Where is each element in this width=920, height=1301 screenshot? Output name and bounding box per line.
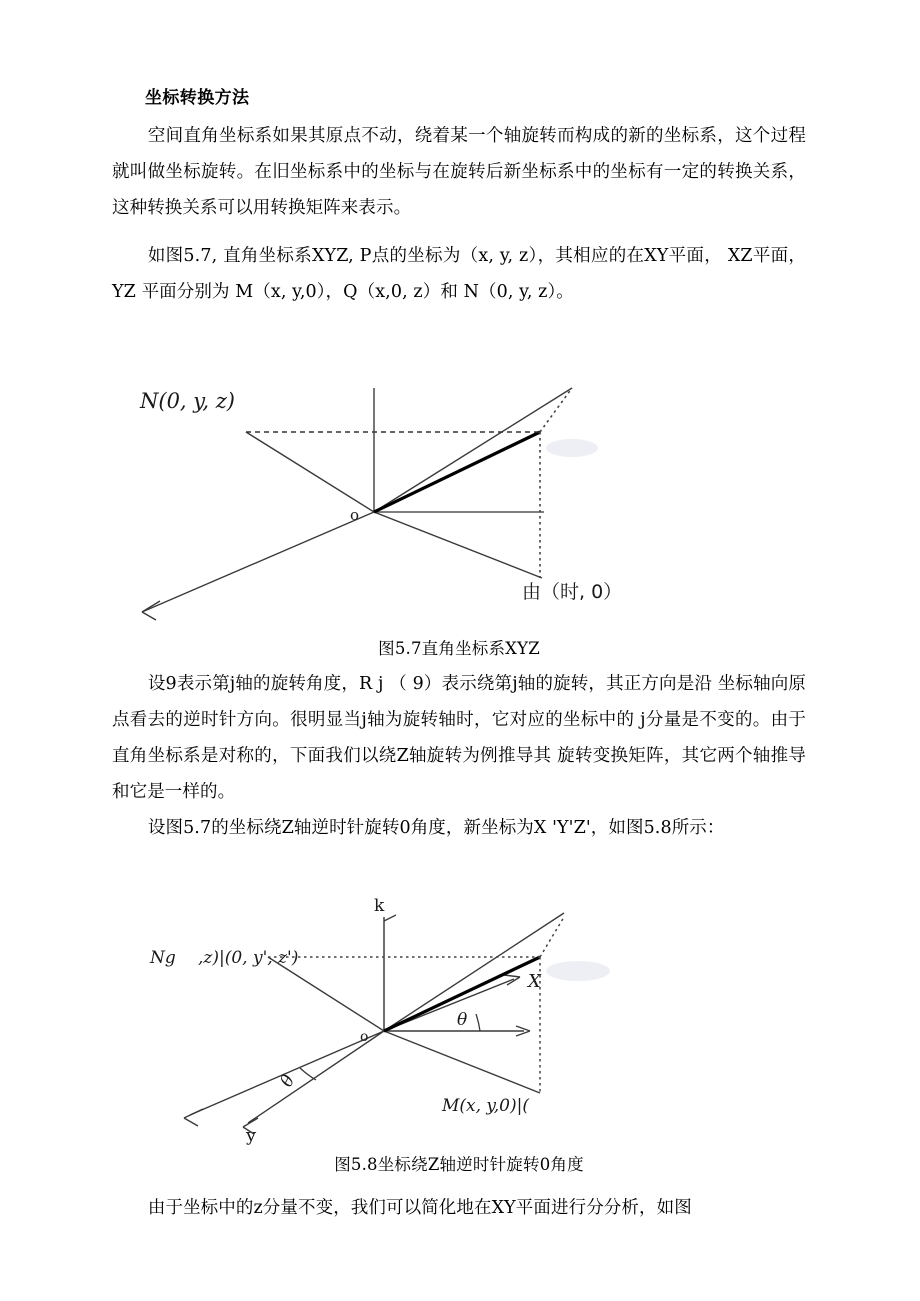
figure-5-8-diagram [112, 875, 806, 1150]
scan-smudge [546, 961, 610, 981]
paragraph-4: 设图5.7的坐标绕Z轴逆时针旋转0角度，新坐标为X 'Y'Z'，如图5.8所示： [147, 818, 725, 838]
paragraph-3: 设9表示第j轴的旋转角度，R j （ 9）表示绕第j轴的旋转，其正方向是沿 坐标轴向原点看去的逆时针方向。很明显当j轴为旋转轴时，它对应的坐标中的 j分量是不变的。由于直角坐标系是对称的，下面我们以绕Z轴旋转为例推导其 旋转变换矩阵，其它两个轴推导和它是一样的。 [112, 674, 806, 802]
paragraph-5: 由于坐标中的z分量不变，我们可以简化地在XY平面进行分分析，如图 [147, 1198, 692, 1218]
theta-arc-lower [300, 1068, 316, 1080]
op-vector [374, 432, 540, 512]
paragraph-5-block [112, 1190, 806, 1226]
page-title: 坐标转换方法 [145, 88, 250, 108]
om-segment [374, 512, 542, 578]
label-origin: o [360, 1029, 369, 1045]
y-axis [142, 512, 374, 612]
y-axis-arrowhead [142, 601, 160, 620]
label-m-point: M(x, y,0)|( [442, 1096, 529, 1116]
k-axis-tick [384, 915, 396, 921]
paragraph-1-block [112, 118, 806, 226]
figure-5-7-diagram [112, 370, 806, 632]
scan-smudge [546, 439, 598, 457]
label-m-point: 由（时, 0） [522, 581, 623, 603]
label-k-axis: k [374, 896, 385, 916]
paragraph-3-block [112, 666, 806, 810]
om-segment [384, 1031, 540, 1093]
y-axis-old-arrowhead [184, 1109, 203, 1126]
paragraph-2-block [112, 238, 806, 310]
on-segment [246, 432, 374, 512]
label-theta-lower: θ [276, 1071, 300, 1091]
on-segment [268, 957, 384, 1031]
p-to-q-dotted [540, 388, 572, 432]
paragraph-4-block [112, 810, 806, 846]
figure-5-7-caption: 图5.7直角坐标系XYZ [378, 639, 540, 658]
y-axis-old [190, 1031, 384, 1115]
theta-arc-upper [476, 1014, 480, 1031]
label-y-axis: y [246, 1125, 257, 1146]
paragraph-1: 空间直角坐标系如果其原点不动，绕着某一个轴旋转而构成的新的坐标系，这个过程就叫做坐标旋转。在旧坐标系中的坐标与在旋转后新坐标系中的坐标有一定的转换关系，这种转换关系可以用转换矩阵来表示。 [112, 126, 806, 218]
paragraph-2: 如图5.7, 直角坐标系XYZ, P点的坐标为（x, y, z），其相应的在XY平面， XZ平面，YZ 平面分别为 M（x, y,0），Q（x,0, z）和 N（0, y, z）。 [112, 246, 806, 302]
figure-5-8 [112, 875, 806, 1178]
label-theta-upper: θ [457, 1010, 468, 1030]
p-to-q-dotted [540, 917, 564, 957]
oq-segment [374, 388, 572, 512]
label-ng: Ng [150, 948, 176, 968]
figure-5-8-caption: 图5.8坐标绕Z轴逆时针旋转0角度 [334, 1155, 584, 1174]
figure-5-7 [112, 370, 806, 662]
label-n-point: N(0, y, z) [140, 389, 235, 413]
label-x-prime: X [528, 971, 541, 992]
label-origin: o [350, 506, 360, 524]
label-n-point: ,z)|(0, y', z') [198, 948, 299, 968]
